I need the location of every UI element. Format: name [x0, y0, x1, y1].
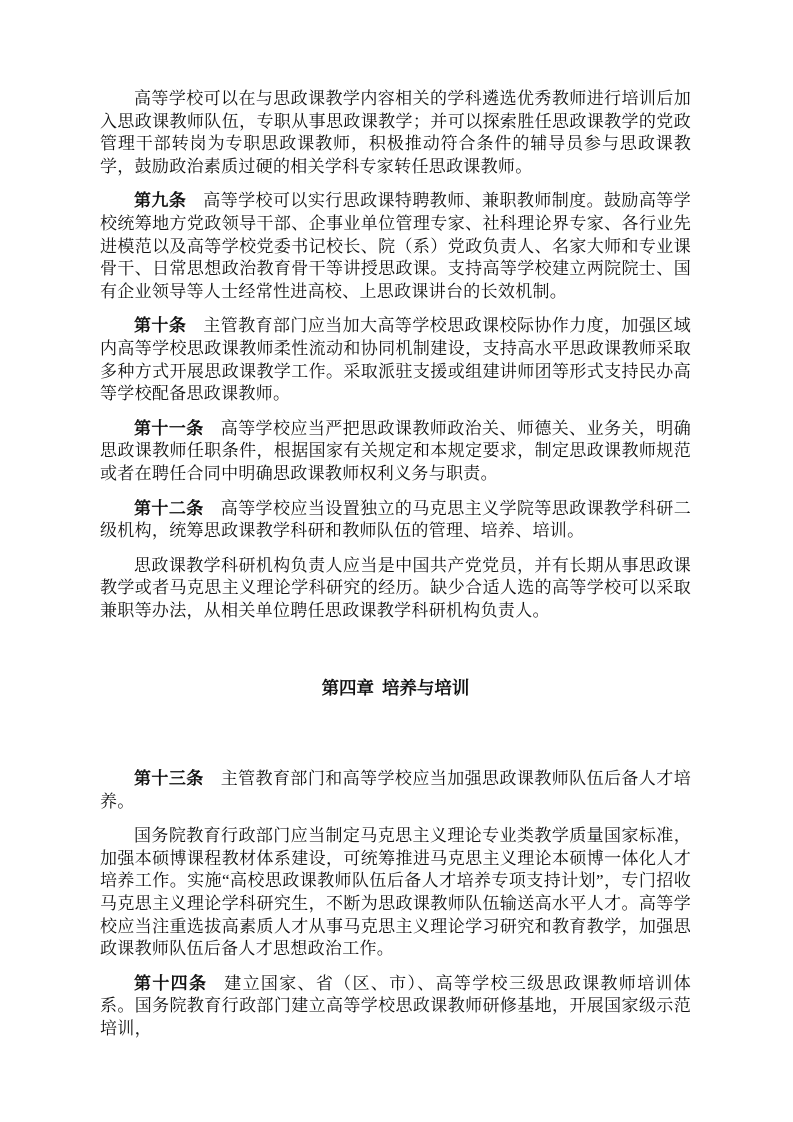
paragraph-text: 主管教育部门和高等学校应当加强思政课教师队伍后备人才培养。 — [100, 769, 691, 811]
article-paragraph — [100, 973, 691, 1041]
chapter-title: 培养与培训 — [381, 678, 470, 699]
body-paragraph — [100, 88, 691, 178]
article-number: 第十条 — [134, 316, 187, 336]
paragraph-text: 高等学校可以在与思政课教学内容相关的学科遴选优秀教师进行培训后加入思政课教师队伍，专职从事思政课教学；并可以探索胜任思政课教学的党政管理干部转岗为专职思政课教师，积极推动符合条件的辅导员参与思政课教学，鼓励政治素质过硬的相关学科专家转任思政课教师。 — [100, 89, 691, 176]
document-body — [100, 88, 691, 1041]
paragraph-text: 高等学校可以实行思政课特聘教师、兼职教师制度。鼓励高等学校统筹地方党政领导干部、企事业单位管理专家、社科理论界专家、各行业先进模范以及高等学校党委书记校长、院（系）党政负责人、名家大师和专业课骨干、日常思想政治教育骨干等讲授思政课。支持高等学校建立两院院士、国有企业领导等人士经常性进高校、上思政课讲台的长效机制。 — [100, 191, 691, 301]
paragraph-text: 主管教育部门应当加大高等学校思政课校际协作力度，加强区域内高等学校思政课教师柔性流动和协同机制建设，支持高水平思政课教师采取多种方式开展思政课教学工作。采取派驻支援或组建讲师团等形式支持民办高等学校配备思政课教师。 — [100, 316, 691, 404]
article-paragraph — [100, 315, 691, 405]
article-paragraph — [100, 768, 691, 813]
paragraph-text: 国务院教育行政部门应当制定马克思主义理论专业类教学质量国家标准，加强本硕博课程教材体系建设，可统筹推进马克思主义理论本硕博一体化人才培养工作。实施“高校思政课教师队伍后备人才培养专项支持计划”，专门招收马克思主义理论学科研究生，不断为思政课教师队伍输送高水平人才。高等学校应当注重选拔高素质人才从事马克思主义理论学习研究和教育教学，加强思政课教师队伍后备人才思想政治工作。 — [100, 826, 691, 959]
body-paragraph — [100, 825, 691, 961]
paragraph-text: 建立国家、省（区、市）、高等学校三级思政课教师培训体系。国务院教育行政部门建立高等学校思政课教师研修基地，开展国家级示范培训， — [100, 973, 691, 1038]
article-number: 第十三条 — [134, 769, 204, 789]
article-paragraph — [100, 418, 691, 486]
article-paragraph — [100, 498, 691, 543]
article-paragraph — [100, 190, 691, 303]
body-paragraph — [100, 555, 691, 623]
paragraph-text: 高等学校应当严把思政课教师政治关、师德关、业务关，明确思政课教师任职条件，根据国家有关规定和本规定要求，制定思政课教师规范或者在聘任合同中明确思政课教师权利义务与职责。 — [100, 418, 691, 483]
chapter-number: 第四章 — [321, 678, 375, 699]
paragraph-text: 思政课教学科研机构负责人应当是中国共产党党员，并有长期从事思政课教学或者马克思主义理论学科研究的经历。缺少合适人选的高等学校可以采取兼职等办法，从相关单位聘任思政课教学科研机构负责人。 — [100, 555, 691, 620]
chapter-heading — [100, 677, 691, 700]
article-number: 第十四条 — [134, 973, 208, 993]
paragraph-text: 高等学校应当设置独立的马克思主义学院等思政课教学科研二级机构，统筹思政课教学科研和教师队伍的管理、培养、培训。 — [100, 498, 691, 541]
article-number: 第九条 — [134, 191, 187, 211]
article-number: 第十二条 — [134, 498, 204, 518]
article-number: 第十一条 — [134, 418, 204, 438]
